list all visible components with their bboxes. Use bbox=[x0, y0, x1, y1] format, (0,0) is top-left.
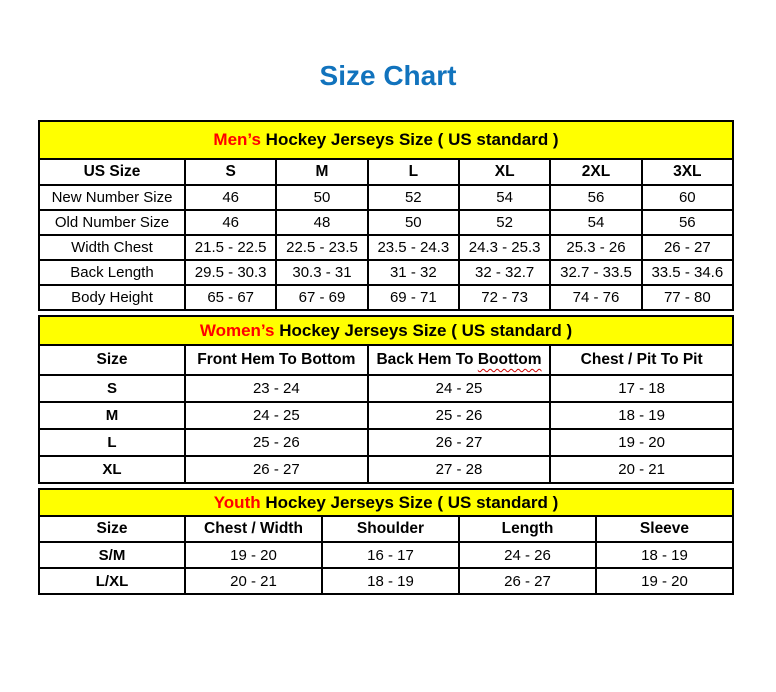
column-header: Shoulder bbox=[322, 516, 459, 542]
size-cell: 65 - 67 bbox=[185, 285, 276, 310]
size-cell: 30.3 - 31 bbox=[276, 260, 367, 285]
page-title: Size Chart bbox=[319, 60, 457, 91]
size-cell: 19 - 20 bbox=[550, 429, 733, 456]
size-cell: 20 - 21 bbox=[550, 456, 733, 483]
size-cell: 50 bbox=[276, 185, 367, 210]
size-cell: 18 - 19 bbox=[550, 402, 733, 429]
size-cell: 56 bbox=[642, 210, 733, 235]
size-cell: 32.7 - 33.5 bbox=[550, 260, 641, 285]
size-cell: 26 - 27 bbox=[459, 568, 596, 594]
size-cell: 21.5 - 22.5 bbox=[185, 235, 276, 260]
column-header: Back Hem To Boottom bbox=[368, 345, 551, 375]
size-cell: 54 bbox=[550, 210, 641, 235]
size-cell: 24 - 25 bbox=[185, 402, 368, 429]
size-cell: 25 - 26 bbox=[368, 402, 551, 429]
size-cell: 54 bbox=[459, 185, 550, 210]
size-cell: 27 - 28 bbox=[368, 456, 551, 483]
column-header: Front Hem To Bottom bbox=[185, 345, 368, 375]
column-header: US Size bbox=[39, 159, 185, 185]
column-header-row bbox=[39, 159, 733, 185]
size-cell: 60 bbox=[642, 185, 733, 210]
size-cell: 24.3 - 25.3 bbox=[459, 235, 550, 260]
row-label: Body Height bbox=[39, 285, 185, 310]
size-cell: 25 - 26 bbox=[185, 429, 368, 456]
table-row bbox=[39, 456, 733, 483]
row-label: S/M bbox=[39, 542, 185, 568]
size-cell: 19 - 20 bbox=[185, 542, 322, 568]
size-cell: 22.5 - 23.5 bbox=[276, 235, 367, 260]
section-title-row bbox=[39, 489, 733, 516]
size-cell: 29.5 - 30.3 bbox=[185, 260, 276, 285]
section-title-row bbox=[39, 316, 733, 345]
column-header: Size bbox=[39, 345, 185, 375]
size-table-youth bbox=[38, 488, 734, 595]
column-header: Size bbox=[39, 516, 185, 542]
size-cell: 23.5 - 24.3 bbox=[368, 235, 459, 260]
size-cell: 19 - 20 bbox=[596, 568, 733, 594]
section-title-row bbox=[39, 121, 733, 159]
column-header: 2XL bbox=[550, 159, 641, 185]
size-cell: 72 - 73 bbox=[459, 285, 550, 310]
size-cell: 46 bbox=[185, 210, 276, 235]
section-title-mens bbox=[39, 121, 733, 159]
row-label: Width Chest bbox=[39, 235, 185, 260]
size-tables bbox=[38, 120, 734, 595]
column-header-row bbox=[39, 516, 733, 542]
section-title-accent: Men’s bbox=[213, 130, 261, 149]
size-cell: 46 bbox=[185, 185, 276, 210]
table-row bbox=[39, 568, 733, 594]
column-header-row bbox=[39, 345, 733, 375]
size-cell: 31 - 32 bbox=[368, 260, 459, 285]
size-cell: 74 - 76 bbox=[550, 285, 641, 310]
row-label: L/XL bbox=[39, 568, 185, 594]
table-row bbox=[39, 185, 733, 210]
row-label: Old Number Size bbox=[39, 210, 185, 235]
row-label: M bbox=[39, 402, 185, 429]
size-cell: 67 - 69 bbox=[276, 285, 367, 310]
table-row bbox=[39, 402, 733, 429]
column-header: L bbox=[368, 159, 459, 185]
size-cell: 18 - 19 bbox=[596, 542, 733, 568]
row-label: S bbox=[39, 375, 185, 402]
column-header: Sleeve bbox=[596, 516, 733, 542]
size-cell: 50 bbox=[368, 210, 459, 235]
size-cell: 32 - 32.7 bbox=[459, 260, 550, 285]
row-label: Back Length bbox=[39, 260, 185, 285]
size-cell: 52 bbox=[459, 210, 550, 235]
section-title-accent: Youth bbox=[213, 492, 261, 512]
size-cell: 52 bbox=[368, 185, 459, 210]
table-row bbox=[39, 235, 733, 260]
size-cell: 26 - 27 bbox=[368, 429, 551, 456]
table-row bbox=[39, 375, 733, 402]
section-title-youth bbox=[39, 489, 733, 516]
size-cell: 24 - 25 bbox=[368, 375, 551, 402]
column-header: M bbox=[276, 159, 367, 185]
table-row bbox=[39, 542, 733, 568]
section-title-accent: Women’s bbox=[199, 320, 275, 340]
section-title-womens bbox=[39, 316, 733, 345]
size-cell: 20 - 21 bbox=[185, 568, 322, 594]
table-row bbox=[39, 285, 733, 310]
size-cell: 26 - 27 bbox=[642, 235, 733, 260]
section-title-text: Hockey Jerseys Size ( US standard ) bbox=[274, 320, 573, 340]
size-cell: 18 - 19 bbox=[322, 568, 459, 594]
size-cell: 33.5 - 34.6 bbox=[642, 260, 733, 285]
size-cell: 26 - 27 bbox=[185, 456, 368, 483]
section-title-text: Hockey Jerseys Size ( US standard ) bbox=[260, 492, 559, 512]
column-header: Chest / Width bbox=[185, 516, 322, 542]
size-cell: 16 - 17 bbox=[322, 542, 459, 568]
size-cell: 25.3 - 26 bbox=[550, 235, 641, 260]
table-row bbox=[39, 260, 733, 285]
table-row bbox=[39, 210, 733, 235]
column-header: XL bbox=[459, 159, 550, 185]
misspelled-word: Boottom bbox=[477, 351, 542, 368]
size-cell: 56 bbox=[550, 185, 641, 210]
section-title-text: Hockey Jerseys Size ( US standard ) bbox=[260, 130, 559, 149]
row-label: New Number Size bbox=[39, 185, 185, 210]
size-table-womens bbox=[38, 315, 734, 484]
row-label: L bbox=[39, 429, 185, 456]
size-cell: 17 - 18 bbox=[550, 375, 733, 402]
column-header: S bbox=[185, 159, 276, 185]
size-cell: 24 - 26 bbox=[459, 542, 596, 568]
size-cell: 69 - 71 bbox=[368, 285, 459, 310]
size-table-mens bbox=[38, 120, 734, 311]
column-header: 3XL bbox=[642, 159, 733, 185]
row-label: XL bbox=[39, 456, 185, 483]
column-header: Length bbox=[459, 516, 596, 542]
size-cell: 23 - 24 bbox=[185, 375, 368, 402]
column-header: Chest / Pit To Pit bbox=[550, 345, 733, 375]
table-row bbox=[39, 429, 733, 456]
size-cell: 77 - 80 bbox=[642, 285, 733, 310]
size-cell: 48 bbox=[276, 210, 367, 235]
